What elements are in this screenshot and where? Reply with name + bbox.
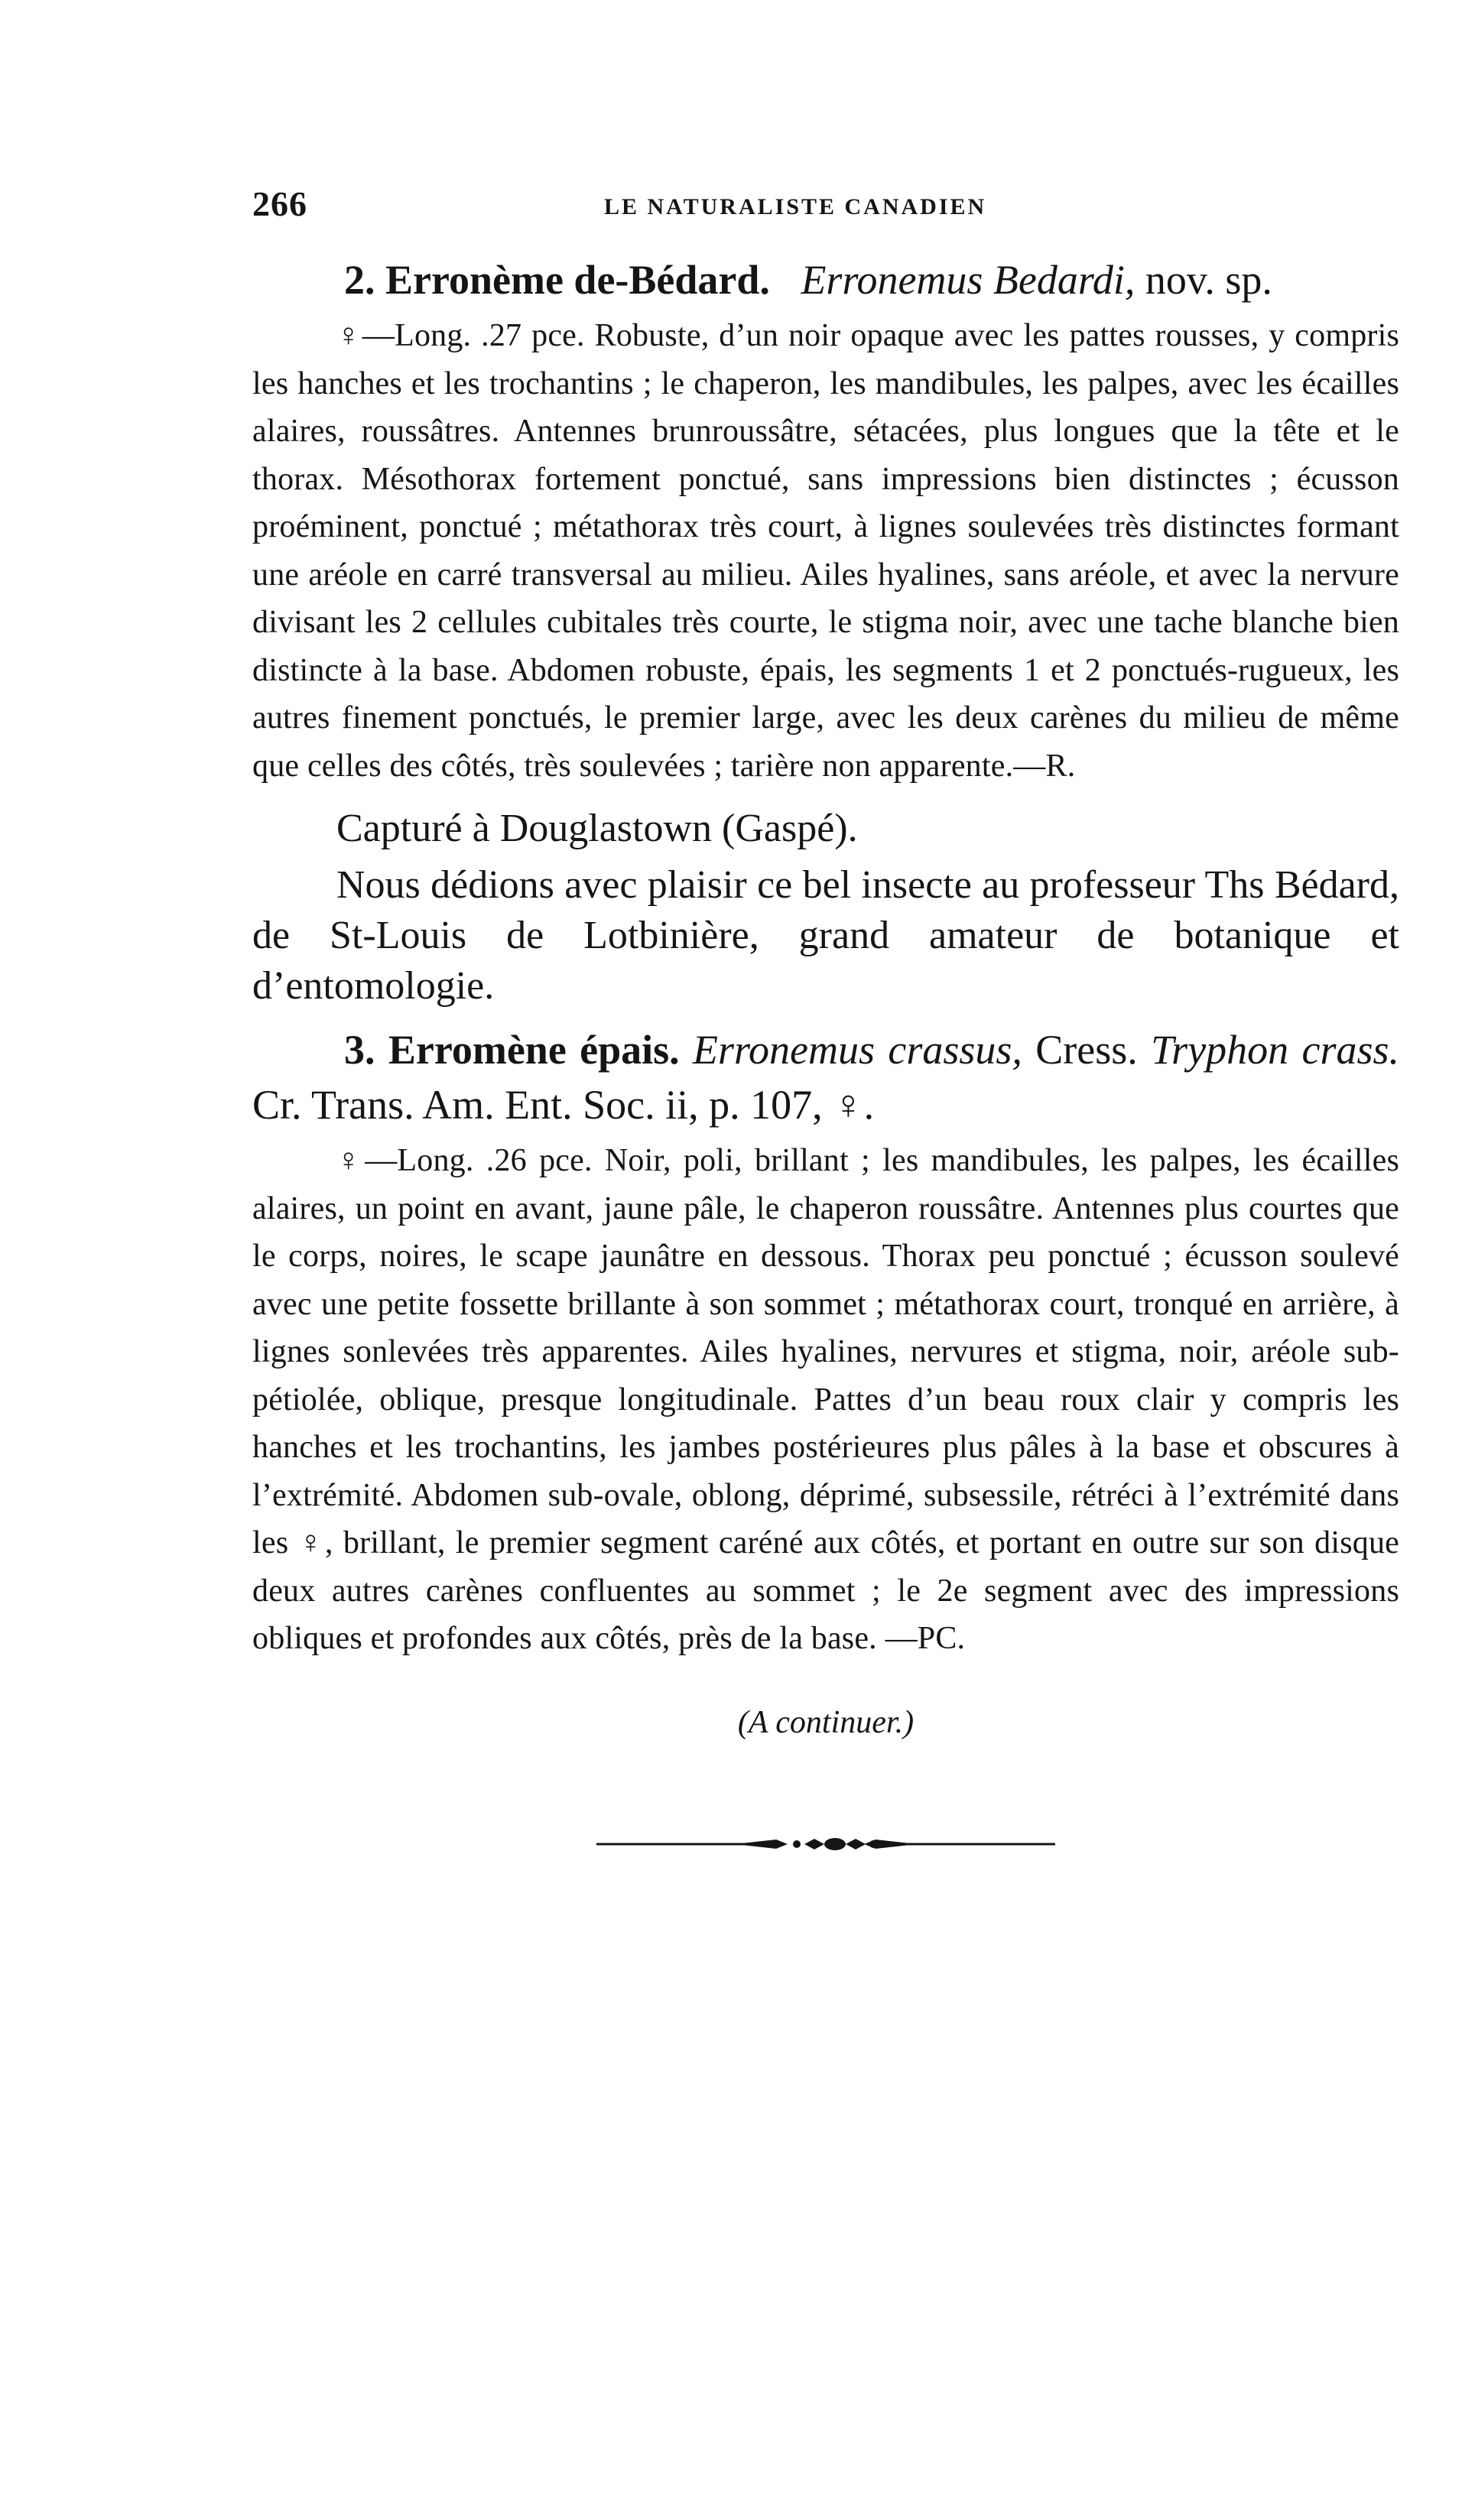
species-2-heading bbox=[252, 252, 1399, 307]
species-3-number: 3. bbox=[344, 1027, 375, 1073]
species-2-dedication: Nous dédions avec plaisir ce bel insecte au professeur Ths Bédard, de St-Louis de Lotbinière, grand amateur de botanique et d’entomologie. bbox=[252, 863, 1399, 1008]
species-2-capture: Capturé à Douglastown (Gaspé). bbox=[336, 807, 858, 850]
species-2-common-name: Erronème de-Bédard. bbox=[385, 257, 770, 303]
continued-note: (A continuer.) bbox=[737, 1704, 915, 1740]
species-3-synonym: Tryphon crass. bbox=[1151, 1027, 1400, 1073]
running-head bbox=[252, 183, 1399, 229]
species-2-scientific-name: Erronemus Bedardi, bbox=[801, 257, 1135, 303]
page-number: 266 bbox=[252, 184, 307, 223]
journal-title: LE NATURALISTE CANADIEN bbox=[604, 194, 987, 219]
ornamental-rule bbox=[596, 1833, 1055, 1856]
species-3-heading bbox=[252, 1022, 1399, 1132]
species-3-common-name: Erromène épais. bbox=[388, 1027, 680, 1073]
page bbox=[252, 183, 1399, 1856]
species-3-authority: Cress. bbox=[1035, 1027, 1138, 1073]
species-3-scientific-name: Erronemus crassus, bbox=[693, 1027, 1022, 1073]
species-3-reference: Cr. Trans. Am. Ent. Soc. ii, p. 107, ♀. bbox=[252, 1082, 875, 1128]
species-2-number: 2. bbox=[344, 257, 375, 303]
species-2-authority: nov. sp. bbox=[1145, 257, 1272, 303]
species-2-description: ♀—Long. .27 pce. Robuste, d’un noir opaque avec les pattes rousses, y compris les hanches et les trochantins ; le chaperon, les mandibules, les palpes, avec les écailles alaires, roussâtres. Antennes brunroussâtre, sétacées, plus longues que la tête et le thorax. Mésothorax fortement ponctué, sans impressions bien distinctes ; écusson proéminent, ponctué ; métathorax très court, à lignes soulevées très distinctes formant une aréole en carré transversal au milieu. Ailes hyalines, sans aréole, et avec la nervure divisant les 2 cellules cubitales très courte, le stigma noir, avec une tache blanche bien distincte à la base. Abdomen robuste, épais, les segments 1 et 2 ponctués-rugueux, les autres finement ponctués, le premier large, avec les deux carènes du milieu de même que celles des côtés, très soulevées ; tarière non apparente.—R. bbox=[252, 318, 1399, 784]
species-3-description: ♀—Long. .26 pce. Noir, poli, brillant ; les mandibules, les palpes, les écailles alaires, un point en avant, jaune pâle, le chaperon roussâtre. Antennes plus courtes que le corps, noires, le scape jaunâtre en dessous. Thorax peu ponctué ; écusson soulevé avec une petite fossette brillante à son sommet ; métathorax court, tronqué en arrière, à lignes sonlevées très apparentes. Ailes hyalines, nervures et stigma, noir, aréole sub-pétiolée, oblique, presque longitudinale. Pattes d’un beau roux clair y compris les hanches et les trochantins, les jambes postérieures plus pâles à la base et obscures à l’extrémité. Abdomen sub-ovale, oblong, déprimé, subsessile, rétréci à l’extrémité dans les ♀, brillant, le premier segment caréné aux côtés, et portant en outre sur son disque deux autres carènes confluentes au sommet ; le 2e segment avec des impressions obliques et profondes aux côtés, près de la base. —PC. bbox=[252, 1143, 1399, 1656]
